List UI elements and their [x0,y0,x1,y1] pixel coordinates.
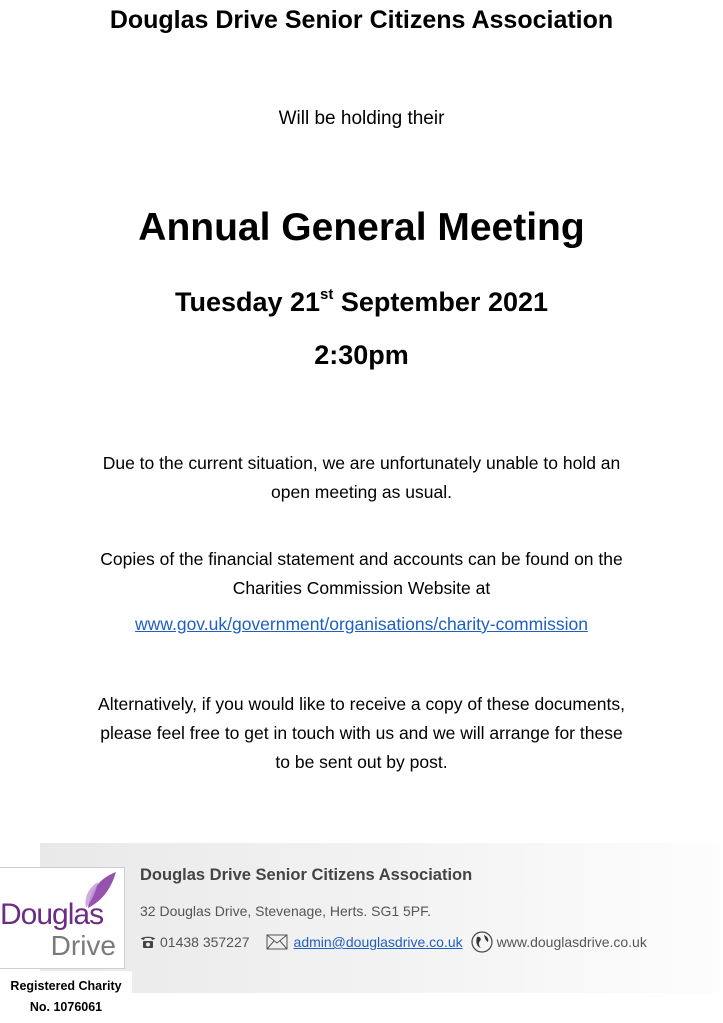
paragraph-line: open meeting as usual. [271,482,452,502]
logo-word-drive: Drive [50,930,116,961]
paragraph-line: Alternatively, if you would like to receive a copy of these documents, [98,694,625,714]
paragraph-line: Due to the current situation, we are unfortunately unable to hold an [102,453,621,473]
paragraph-line: please feel free to get in touch with us and we will arrange for these [100,723,623,743]
event-time: 2:30pm [314,340,409,370]
date-prefix: Tuesday 21 [174,287,321,317]
charity-commission-link[interactable]: www.gov.uk/government/organisations/charity-commission [135,614,588,634]
event-date [0,286,723,318]
paragraph-line: to be sent out by post. [275,752,448,772]
website-link[interactable]: www.douglasdrive.co.uk [496,934,647,950]
logo-word-douglas: Douglas [0,898,104,931]
phone-number: 01438 357227 [160,934,250,950]
footer-org-name: Douglas Drive Senior Citizens Association [140,866,473,884]
paragraph-situation [0,449,723,507]
charity-number: No. 1076061 [29,1000,103,1014]
date-suffix: st [320,286,334,303]
paragraph-line: Charities Commission Website at [232,578,491,598]
email-link[interactable]: admin@douglasdrive.co.uk [293,934,463,950]
event-title: Annual General Meeting [138,206,585,249]
contact-row [140,927,647,957]
envelope-icon [266,934,288,950]
intro-text: Will be holding their [278,108,445,129]
globe-icon [471,931,493,953]
phone-icon [140,935,156,949]
date-rest: September 2021 [333,287,549,317]
charity-line: Registered Charity [10,979,122,993]
paragraph-line: Copies of the financial statement and accounts can be found on the [100,549,623,569]
org-title: Douglas Drive Senior Citizens Association [109,6,614,34]
registered-charity [0,971,132,1023]
paragraph-copies [0,545,723,603]
paragraph-alternatively [0,690,723,777]
footer-address: 32 Douglas Drive, Stevenage, Herts. SG1 5PF. [140,903,432,919]
logo [0,867,125,969]
